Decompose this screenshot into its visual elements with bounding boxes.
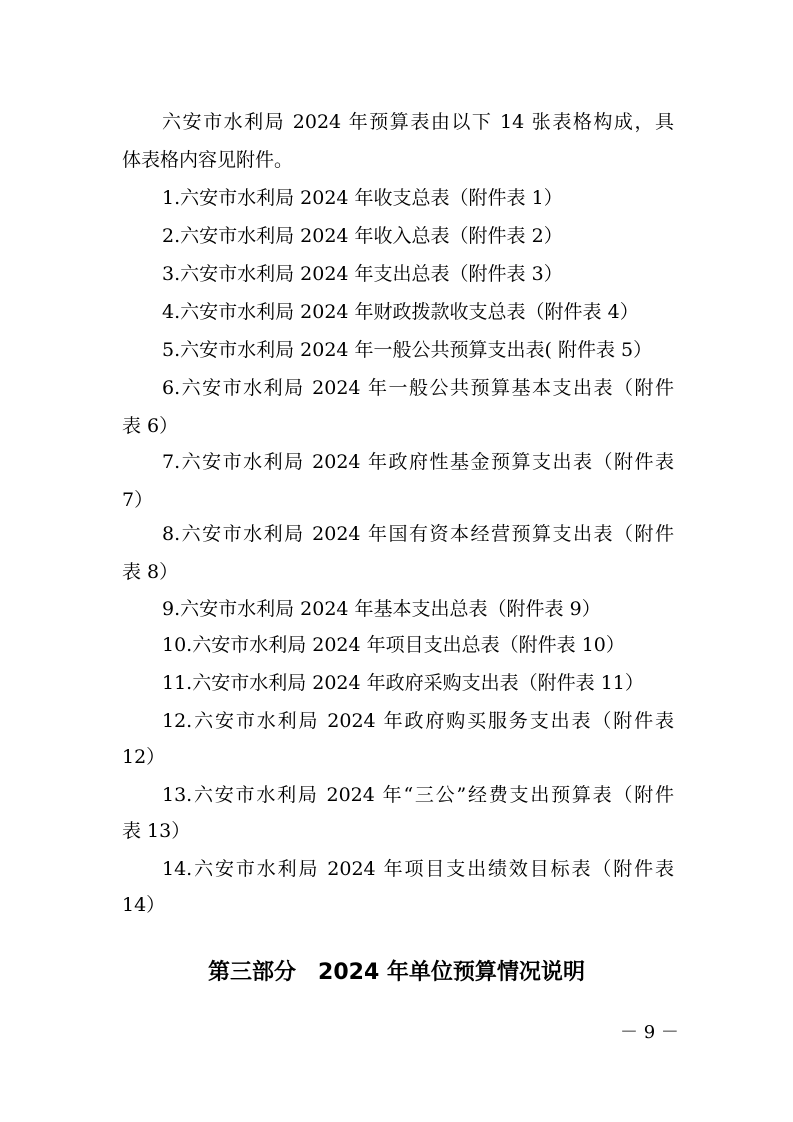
list-item-11: 11.六安市水利局 2024 年政府采购支出表（附件表 11） (162, 672, 644, 694)
list-item-12: 12.六安市水利局 2024 年政府购买服务支出表（附件表 (162, 710, 674, 732)
list-item-14-cont: 14） (122, 894, 166, 916)
list-item-6: 6.六安市水利局 2024 年一般公共预算基本支出表（附件 (162, 377, 674, 399)
intro-line-1: 六安市水利局 2024 年预算表由以下 14 张表格构成，具 (162, 111, 674, 133)
list-item-2: 2.六安市水利局 2024 年收入总表（附件表 2） (162, 225, 563, 247)
intro-line-2: 体表格内容见附件。 (122, 149, 294, 171)
list-item-9: 9.六安市水利局 2024 年基本支出总表（附件表 9） (162, 598, 601, 620)
list-item-1: 1.六安市水利局 2024 年收支总表（附件表 1） (162, 187, 563, 209)
page-number: － 9 － (620, 1022, 679, 1043)
list-item-4: 4.六安市水利局 2024 年财政拨款收支总表（附件表 4） (162, 301, 639, 323)
list-item-6-cont: 表 6） (122, 415, 179, 437)
list-item-13: 13.六安市水利局 2024 年“三公”经费支出预算表（附件 (162, 784, 674, 806)
list-item-12-cont: 12） (122, 746, 166, 768)
section-heading: 第三部分 2024 年单位预算情况说明 (208, 960, 585, 985)
list-item-7: 7.六安市水利局 2024 年政府性基金预算支出表（附件表 (162, 451, 674, 473)
list-item-7-cont: 7） (122, 489, 154, 511)
list-item-13-cont: 表 13） (122, 820, 191, 842)
list-item-8: 8.六安市水利局 2024 年国有资本经营预算支出表（附件 (162, 523, 674, 545)
list-item-3: 3.六安市水利局 2024 年支出总表（附件表 3） (162, 263, 563, 285)
list-item-10: 10.六安市水利局 2024 年项目支出总表（附件表 10） (162, 634, 625, 656)
list-item-8-cont: 表 8） (122, 561, 179, 583)
list-item-5: 5.六安市水利局 2024 年一般公共预算支出表( 附件表 5） (162, 339, 653, 361)
list-item-14: 14.六安市水利局 2024 年项目支出绩效目标表（附件表 (162, 858, 674, 880)
